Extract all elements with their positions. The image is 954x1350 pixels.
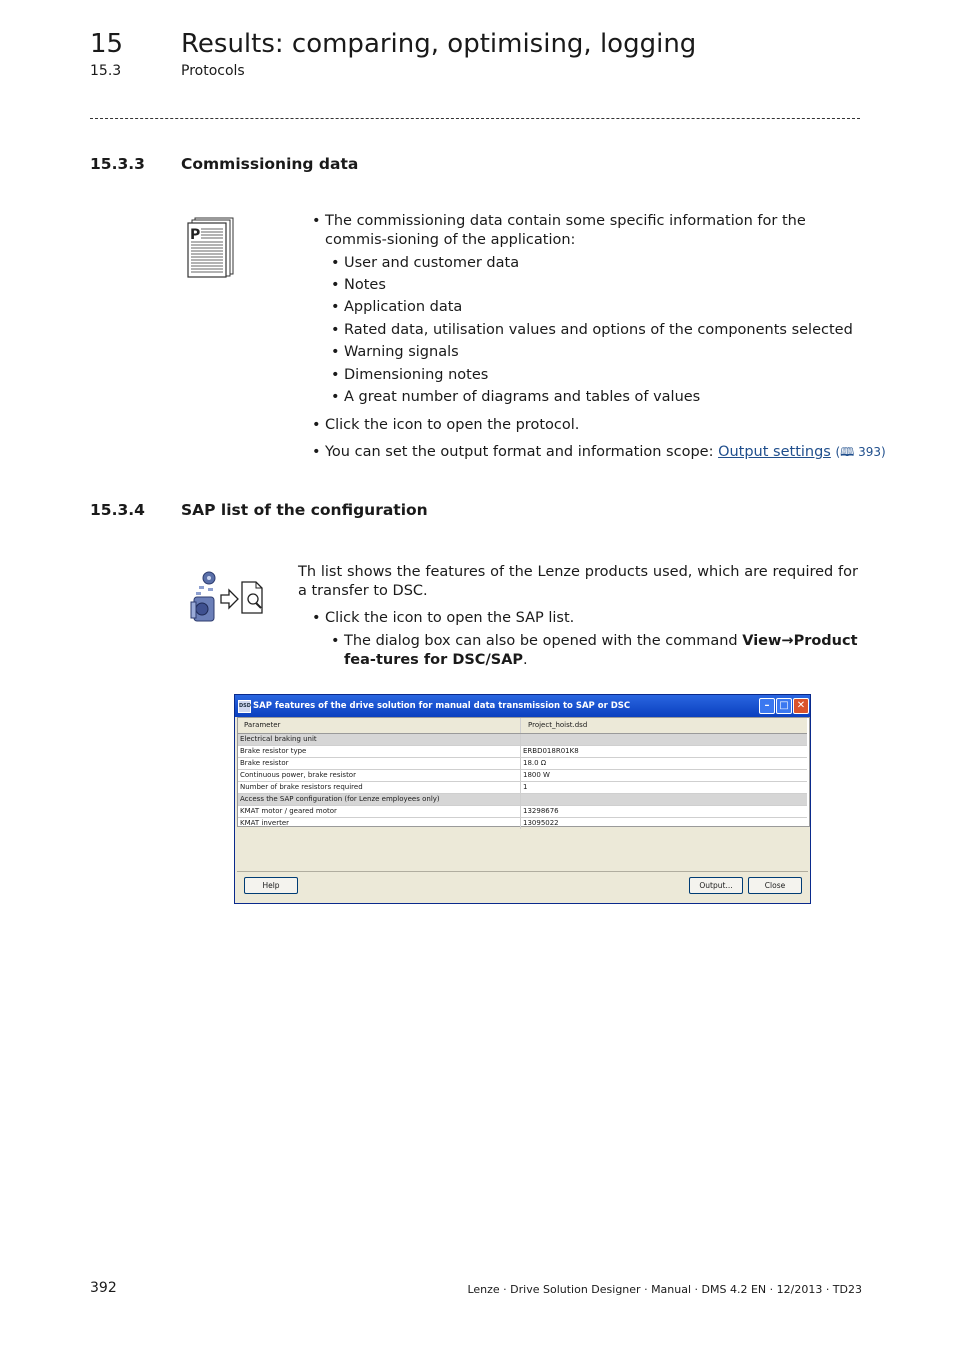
list-item: • Dimensioning notes bbox=[344, 366, 488, 385]
command-text: The dialog box can also be opened with the command bbox=[344, 633, 743, 649]
list-item: • Notes bbox=[344, 276, 386, 295]
dialog-divider bbox=[237, 871, 808, 872]
table-row[interactable] bbox=[238, 782, 807, 794]
cell-param: Electrical braking unit bbox=[240, 735, 317, 743]
cell-param: KMAT motor / geared motor bbox=[240, 807, 337, 815]
table-row[interactable] bbox=[238, 746, 807, 758]
cell-param: Access the SAP configuration (for Lenze employees only) bbox=[240, 795, 440, 803]
bullet-click-protocol: • Click the icon to open the protocol. bbox=[325, 416, 579, 435]
chapter-title: Results: comparing, optimising, logging bbox=[181, 29, 697, 59]
column-header-parameter[interactable]: Parameter bbox=[244, 721, 281, 729]
cell-param: KMAT inverter bbox=[240, 819, 290, 827]
app-icon: DSD bbox=[238, 700, 251, 713]
maximize-icon[interactable]: □ bbox=[776, 698, 792, 714]
table-row[interactable] bbox=[238, 734, 807, 746]
table-row[interactable] bbox=[238, 770, 807, 782]
cell-param: Number of brake resistors required bbox=[240, 783, 363, 791]
page-reference[interactable]: (🕮 393) bbox=[835, 445, 886, 459]
list-item: • User and customer data bbox=[344, 254, 519, 273]
sap-features-dialog bbox=[234, 694, 811, 904]
cell-param: Brake resistor type bbox=[240, 747, 307, 755]
bullet-output-settings bbox=[325, 443, 886, 462]
cell-value: 13095022 bbox=[523, 819, 559, 827]
protocol-document-icon[interactable] bbox=[187, 217, 235, 279]
list-item: • Application data bbox=[344, 298, 462, 317]
command-suffix: . bbox=[523, 652, 528, 668]
cell-param: Brake resistor bbox=[240, 759, 289, 767]
output-button[interactable]: Output... bbox=[689, 877, 743, 894]
command-path: View→Product fea-tures for DSC/SAP bbox=[344, 633, 858, 668]
output-settings-link[interactable]: Output settings bbox=[718, 444, 831, 460]
cell-value: 1 bbox=[523, 783, 528, 791]
cell-value: 1800 W bbox=[523, 771, 550, 779]
cell-value: 18.0 Ω bbox=[523, 759, 547, 767]
section-number: 15.3 bbox=[90, 63, 122, 79]
table-row[interactable] bbox=[238, 758, 807, 770]
sap-table bbox=[237, 717, 810, 827]
page-number: 392 bbox=[90, 1280, 117, 1296]
dialog-title-bar[interactable] bbox=[235, 695, 810, 717]
svg-text:P: P bbox=[190, 227, 201, 243]
section-title: Protocols bbox=[181, 63, 245, 79]
bullet-output-text: You can set the output format and information scope: bbox=[325, 444, 719, 460]
chapter-number: 15 bbox=[90, 29, 124, 59]
cell-value: 13298676 bbox=[523, 807, 559, 815]
section-333-title: Commissioning data bbox=[181, 155, 359, 173]
sap-intro-text: Th list shows the features of the Lenze products used, which are required for a transfer to DSC. bbox=[298, 564, 858, 599]
bullet-click-sap: • Click the icon to open the SAP list. bbox=[325, 609, 574, 628]
list-item: • Rated data, utilisation values and options of the components selected bbox=[344, 321, 853, 340]
table-header bbox=[238, 718, 807, 734]
sap-list-icon[interactable] bbox=[188, 566, 268, 630]
table-row[interactable] bbox=[238, 818, 807, 829]
table-row[interactable] bbox=[238, 794, 807, 806]
cell-value: ERBD018R01K8 bbox=[523, 747, 579, 755]
dialog-title: SAP features of the drive solution for manual data transmission to SAP or DSC bbox=[253, 701, 631, 711]
header-divider bbox=[90, 118, 860, 119]
list-item: • A great number of diagrams and tables of values bbox=[344, 388, 700, 407]
close-button[interactable]: Close bbox=[748, 877, 802, 894]
column-header-project[interactable]: Project_hoist.dsd bbox=[528, 721, 588, 729]
section-333-number: 15.3.3 bbox=[90, 155, 145, 173]
bullet-dialog-command bbox=[344, 632, 859, 670]
section-334-number: 15.3.4 bbox=[90, 501, 145, 519]
bullet-commissioning-intro: • The commissioning data contain some specific information for the commis-sioning of the application: bbox=[325, 212, 860, 250]
list-item: • Warning signals bbox=[344, 343, 459, 362]
footer-doc-info: Lenze · Drive Solution Designer · Manual · DMS 4.2 EN · 12/2013 · TD23 bbox=[467, 1283, 862, 1296]
section-334-title: SAP list of the configuration bbox=[181, 501, 428, 519]
minimize-icon[interactable]: – bbox=[759, 698, 775, 714]
close-icon[interactable]: ✕ bbox=[793, 698, 809, 714]
help-button[interactable]: Help bbox=[244, 877, 298, 894]
table-row[interactable] bbox=[238, 806, 807, 818]
cell-param: Continuous power, brake resistor bbox=[240, 771, 356, 779]
